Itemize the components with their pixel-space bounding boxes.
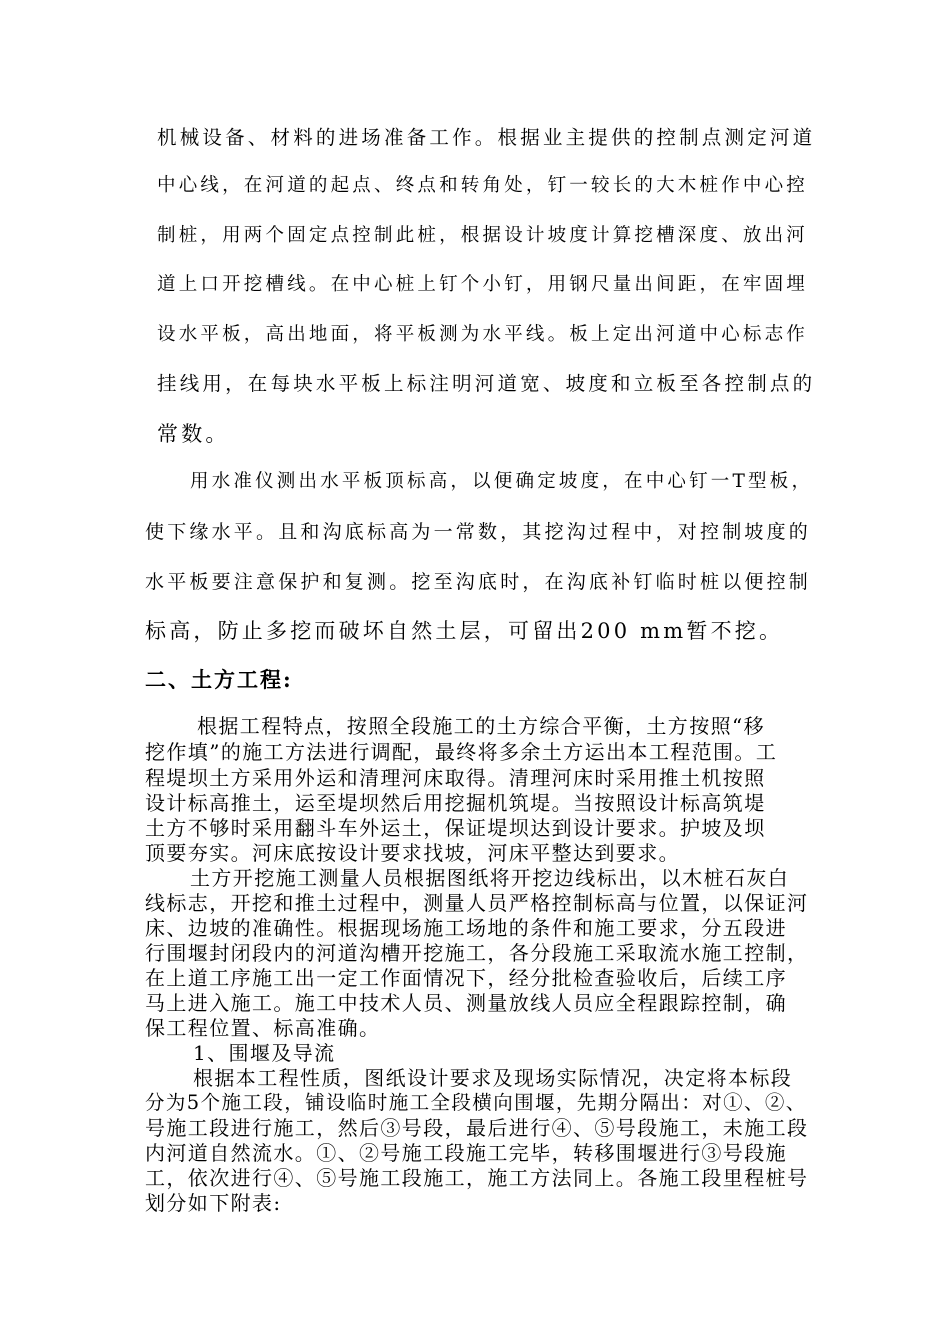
- paragraph-line: 挂线用，在每块水平板上标注明河道宽、坡度和立板至各控制点的: [157, 372, 816, 395]
- paragraph-line: 土方开挖施工测量人员根据图纸将开挖边线标出，以木桩石灰白: [190, 866, 790, 890]
- paragraph-line: 行围堰封闭段内的河道沟槽开挖施工，各分段施工采取流水施工控制，: [145, 941, 809, 965]
- paragraph-line: 土方不够时采用翻斗车外运土，保证堤坝达到设计要求。护坡及坝: [145, 816, 766, 840]
- paragraph-line: 内河道自然流水。①、②号施工段施工完毕，转移围堰进行③号段施: [145, 1141, 787, 1165]
- paragraph-line: 水平板要注意保护和复测。挖至沟底时，在沟底补钉临时桩以便控制: [145, 571, 812, 593]
- paragraph-line: 划分如下附表:: [145, 1191, 282, 1215]
- paragraph-line: 根据本工程性质，图纸设计要求及现场实际情况，决定将本标段: [193, 1066, 793, 1090]
- subsection-heading: 1、围堰及导流: [193, 1041, 336, 1065]
- paragraph-line: 标高，防止多挖而破坏自然土层，可留出200 mm暂不挖。: [145, 619, 784, 643]
- paragraph-line: 道上口开挖槽线。在中心桩上钉个小钉，用钢尺量出间距，在牢固埋: [157, 274, 809, 295]
- paragraph-line: 用水准仪测出水平板顶标高，以便确定坡度，在中心钉一T型板，: [190, 471, 814, 492]
- paragraph-line: 号施工段进行施工，然后③号段，最后进行④、⑤号段施工，未施工段: [145, 1116, 809, 1140]
- paragraph-line: 分为5个施工段，铺设临时施工全段横向围堰，先期分隔出：对①、②、: [145, 1091, 807, 1114]
- paragraph-line: 根据工程特点，按照全段施工的土方综合平衡，土方按照“移: [197, 714, 766, 738]
- paragraph-line: 工，依次进行④、⑤号施工段施工，施工方法同上。各施工段里程桩号: [145, 1166, 809, 1190]
- paragraph-line: 使下缘水平。且和沟底标高为一常数，其挖沟过程中，对控制坡度的: [145, 521, 812, 543]
- paragraph-line: 机械设备、材料的进场准备工作。根据业主提供的控制点测定河道: [157, 126, 816, 149]
- paragraph-line: 在上道工序施工出一定工作面情况下，经分批检查验收后，后续工序: [145, 966, 787, 990]
- paragraph-line: 马上进入施工。施工中技术人员、测量放线人员应全程跟踪控制，确: [145, 991, 787, 1015]
- paragraph-line: 保工程位置、标高准确。: [145, 1016, 381, 1040]
- paragraph-line: 中心线，在河道的起点、终点和转角处，钉一较长的大木桩作中心控: [157, 175, 809, 196]
- paragraph-line: 设计标高推土，运至堤坝然后用挖掘机筑堤。当按照设计标高筑堤: [145, 791, 766, 815]
- paragraph-line: 设水平板，高出地面，将平板测为水平线。板上定出河道中心标志作: [157, 324, 809, 345]
- paragraph-line: 床、边坡的准确性。根据现场施工场地的条件和施工要求，分五段进: [145, 916, 787, 940]
- paragraph-line: 制桩，用两个固定点控制此桩，根据设计坡度计算挖槽深度、放出河: [157, 225, 809, 246]
- paragraph-line: 线标志，开挖和推土过程中，测量人员严格控制标高与位置，以保证河: [145, 891, 809, 915]
- paragraph-line: 程堤坝土方采用外运和清理河床取得。清理河床时采用推土机按照: [145, 766, 766, 790]
- paragraph-line: 顶要夯实。河床底按设计要求找坡，河床平整达到要求。: [145, 841, 680, 865]
- paragraph-line: 挖作填”的施工方法进行调配，最终将多余土方运出本工程范围。工: [145, 740, 778, 764]
- section-heading: 二、土方工程:: [145, 667, 293, 692]
- paragraph-line: 常数。: [157, 422, 230, 446]
